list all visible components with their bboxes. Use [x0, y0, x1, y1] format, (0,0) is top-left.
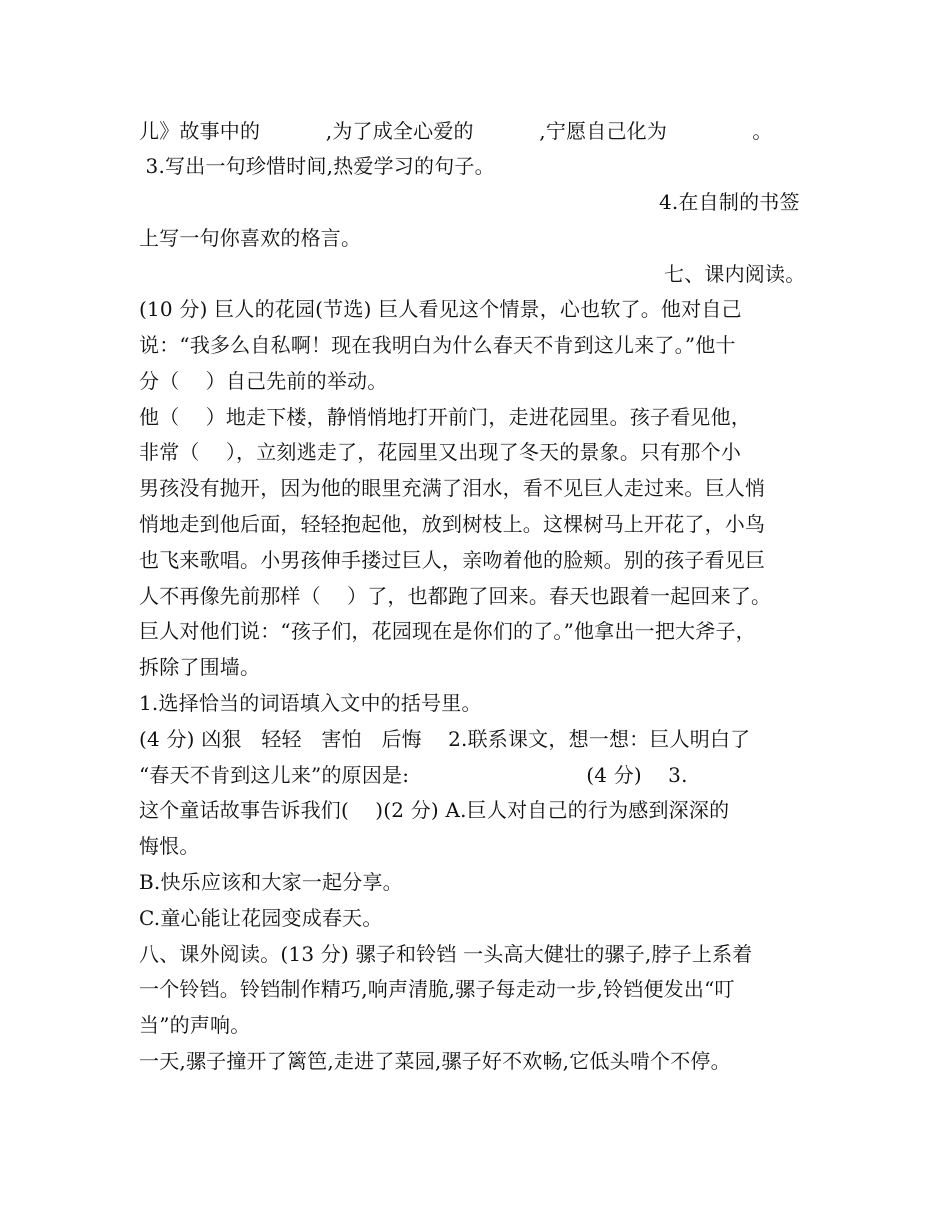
passage-line-4: 他（ ）地走下楼，静悄悄地打开前门，走进花园里。孩子看见他，: [139, 405, 752, 429]
question-2-line: “春天不肯到这儿来”的原因是: (4 分) 3.: [139, 763, 688, 787]
section-7-heading: 七、课内阅读。: [664, 262, 806, 286]
option-c: C.童心能让花园变成春天。: [139, 906, 383, 930]
story-line-2: 当”的声响。: [139, 1013, 251, 1037]
passage-line-10: 巨人对他们说：“孩子们，花园现在是你们的了。”他拿出一把大斧子，: [139, 619, 756, 643]
story-line-1: 一个铃铛。铃铛制作精巧,响声清脆,骡子每走动一步,铃铛便发出“叮: [139, 977, 735, 1001]
passage-line-11: 拆除了围墙。: [139, 655, 261, 679]
section-8-line: 八、课外阅读。(13 分) 骡子和铃铛 一头高大健壮的骡子,脖子上系着: [139, 942, 753, 966]
passage-line-7: 悄地走到他后面，轻轻抱起他，放到树枝上。这棵树马上开花了，小鸟: [139, 512, 766, 536]
option-a-continued: 悔恨。: [139, 834, 200, 858]
option-b: B.快乐应该和大家一起分享。: [139, 870, 403, 894]
question-1-line: 1.选择恰当的词语填入文中的括号里。: [139, 691, 482, 715]
passage-line-1: (10 分) 巨人的花园(节选) 巨人看见这个情景，心也软了。他对自己: [139, 297, 742, 321]
question-4-continued: 上写一句你喜欢的格言。: [139, 226, 362, 250]
question-3b-line: 这个童话故事告诉我们( )(2 分) A.巨人对自己的行为感到深深的: [139, 798, 730, 822]
passage-line-6: 男孩没有抛开，因为他的眼里充满了泪水，看不见巨人走过来。巨人悄: [139, 476, 766, 500]
passage-line-5: 非常（ ），立刻逃走了，花园里又出现了冬天的景象。只有那个小: [139, 440, 742, 464]
story-line-3: 一天,骡子撞开了篱笆,走进了菜园,骡子好不欢畅,它低头啃个不停。: [139, 1049, 731, 1073]
passage-line-2: 说：“我多么自私啊！现在我明白为什么春天不肯到这儿来了。”他十: [139, 333, 736, 357]
question-3-line: 3.写出一句珍惜时间,热爱学习的句子。: [139, 154, 495, 178]
passage-line-8: 也飞来歌唱。小男孩伸手搂过巨人，亲吻着他的脸颊。别的孩子看见巨: [139, 548, 766, 572]
passage-line-3: 分（ ）自己先前的举动。: [139, 369, 388, 393]
passage-line-9: 人不再像先前那样（ ）了，也都跑了回来。春天也跟着一起回来了。: [139, 584, 772, 608]
text-line-1: 儿》故事中的 ,为了成全心爱的 ,宁愿自己化为 。: [139, 119, 773, 143]
question-4-line: 4.在自制的书签: [659, 190, 800, 214]
word-choices-line: (4 分) 凶狠 轻轻 害怕 后悔 2.联系课文，想一想：巨人明白了: [139, 727, 751, 751]
